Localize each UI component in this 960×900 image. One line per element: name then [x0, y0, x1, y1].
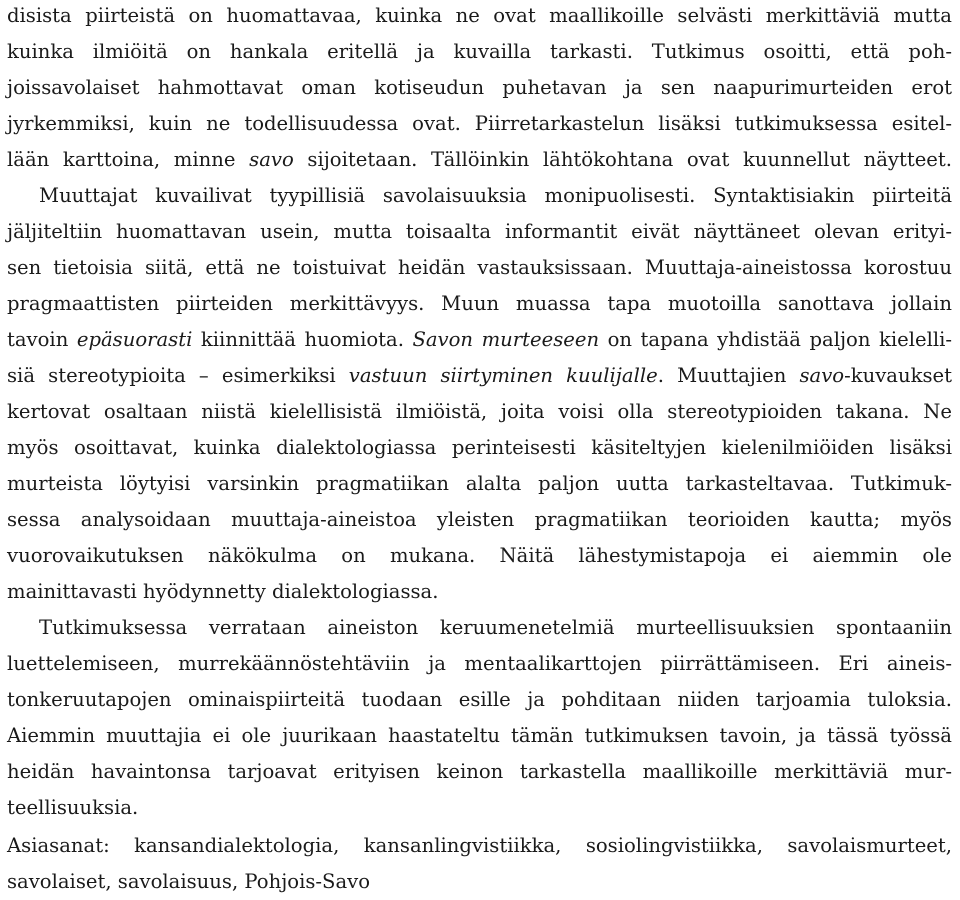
text-line	[7, 610, 952, 646]
text-span: vuorovaikutuksen näkökulma on mukana. Näitä lähestymistapoja ei aiemmin ole	[7, 544, 952, 567]
text-span: mainittavasti hyödynnetty dialektologiassa.	[7, 580, 439, 603]
text-span: Tutkimuksessa verrataan aineiston keruumenetelmiä murteellisuuksien spontaaniin	[39, 616, 952, 639]
text-line	[7, 250, 952, 286]
text-line	[7, 70, 952, 106]
text-line	[7, 178, 952, 214]
italic-text: savo	[799, 364, 845, 387]
text-line	[7, 358, 952, 394]
text-span: tonkeruutapojen ominaispiirteitä tuodaan esille ja pohditaan niiden tarjoamia tuloksia.	[7, 688, 952, 711]
text-span: on tapana yhdistää paljon kielelli-	[599, 328, 952, 351]
text-line	[7, 682, 952, 718]
text-span: joissavolaiset hahmottavat oman kotiseudun puhetavan ja sen naapurimurteiden erot	[7, 76, 952, 99]
text-span: sen tietoisia siitä, että ne toistuivat heidän vastauksissaan. Muuttaja-aineistossa korostuu	[7, 256, 952, 279]
text-span: murteista löytyisi varsinkin pragmatiikan alalta paljon uutta tarkasteltavaa. Tutkimuk-	[7, 472, 952, 495]
text-span: Muuttajat kuvailivat tyypillisiä savolaisuuksia monipuolisesti. Syntaktisiakin piirteitä	[39, 184, 952, 207]
text-line	[7, 502, 952, 538]
text-span: sessa analysoidaan muuttaja-aineistoa yleisten pragmatiikan teorioiden kautta; myös	[7, 508, 952, 531]
italic-text: Savon murteeseen	[412, 328, 600, 351]
text-span: jyrkemmiksi, kuin ne todellisuudessa ovat. Piirretarkastelun lisäksi tutkimuksessa esitel-	[7, 112, 952, 135]
text-span: kuinka ilmiöitä on hankala eritellä ja kuvailla tarkasti. Tutkimus osoitti, että poh-	[7, 40, 952, 63]
text-span: myös osoittavat, kuinka dialektologiassa perinteisesti käsiteltyjen kielenilmiöiden lisäksi	[7, 436, 952, 459]
text-line	[7, 538, 952, 574]
text-line	[7, 34, 952, 70]
italic-text: epäsuorasti	[76, 328, 193, 351]
keywords-line: savolaiset, savolaisuus, Pohjois-Savo	[7, 870, 371, 893]
text-span: siä stereotypioita – esimerkiksi	[7, 364, 349, 387]
text-span: luettelemiseen, murrekäännöstehtäviin ja mentaalikarttojen piirrättämiseen. Eri aineis-	[7, 652, 952, 675]
text-span: kertovat osaltaan niistä kielellisistä ilmiöistä, joita voisi olla stereotypioiden takana. Ne	[7, 400, 952, 423]
text-span: kiinnittää huomiota.	[192, 328, 413, 351]
text-span: sijoitetaan. Tällöinkin lähtökohtana ovat kuunnellut näytteet.	[293, 148, 953, 171]
text-line	[7, 790, 138, 826]
text-span: pragmaattisten piirteiden merkittävyys. Muun muassa tapa muotoilla sanottava jollain	[7, 292, 952, 315]
text-span: teellisuuksia.	[7, 796, 139, 819]
text-line	[7, 574, 438, 610]
text-line	[7, 322, 952, 358]
text-line	[7, 754, 952, 790]
text-line	[7, 0, 952, 34]
text-span: tavoin	[7, 328, 77, 351]
text-span: disista piirteistä on huomattavaa, kuinka ne ovat maallikoille selvästi merkittäviä mutta	[7, 4, 952, 27]
text-line	[7, 106, 952, 142]
keywords-line: Asiasanat: kansandialektologia, kansanlingvistiikka, sosiolingvistiikka, savolaismurteet,	[7, 834, 952, 857]
text-span: -kuvaukset	[844, 364, 952, 387]
italic-text: vastuun siirtyminen kuulijalle	[348, 364, 658, 387]
text-span: lään karttoina, minne	[7, 148, 250, 171]
text-span: heidän havaintonsa tarjoavat erityisen keinon tarkastella maallikoille merkittäviä mur-	[7, 760, 952, 783]
text-line	[7, 394, 952, 430]
text-span: jäljiteltiin huomattavan usein, mutta toisaalta informantit eivät näyttäneet olevan erityi-	[7, 220, 952, 243]
text-span: Aiemmin muuttajia ei ole juurikaan haastateltu tämän tutkimuksen tavoin, ja tässä työssä	[7, 724, 952, 747]
text-line	[7, 718, 952, 754]
text-span: . Muuttajien	[657, 364, 800, 387]
text-line	[7, 430, 952, 466]
text-line	[7, 214, 952, 250]
text-line	[7, 466, 952, 502]
text-line	[7, 646, 952, 682]
italic-text: savo	[249, 148, 294, 171]
text-line	[7, 286, 952, 322]
text-line	[7, 142, 952, 178]
